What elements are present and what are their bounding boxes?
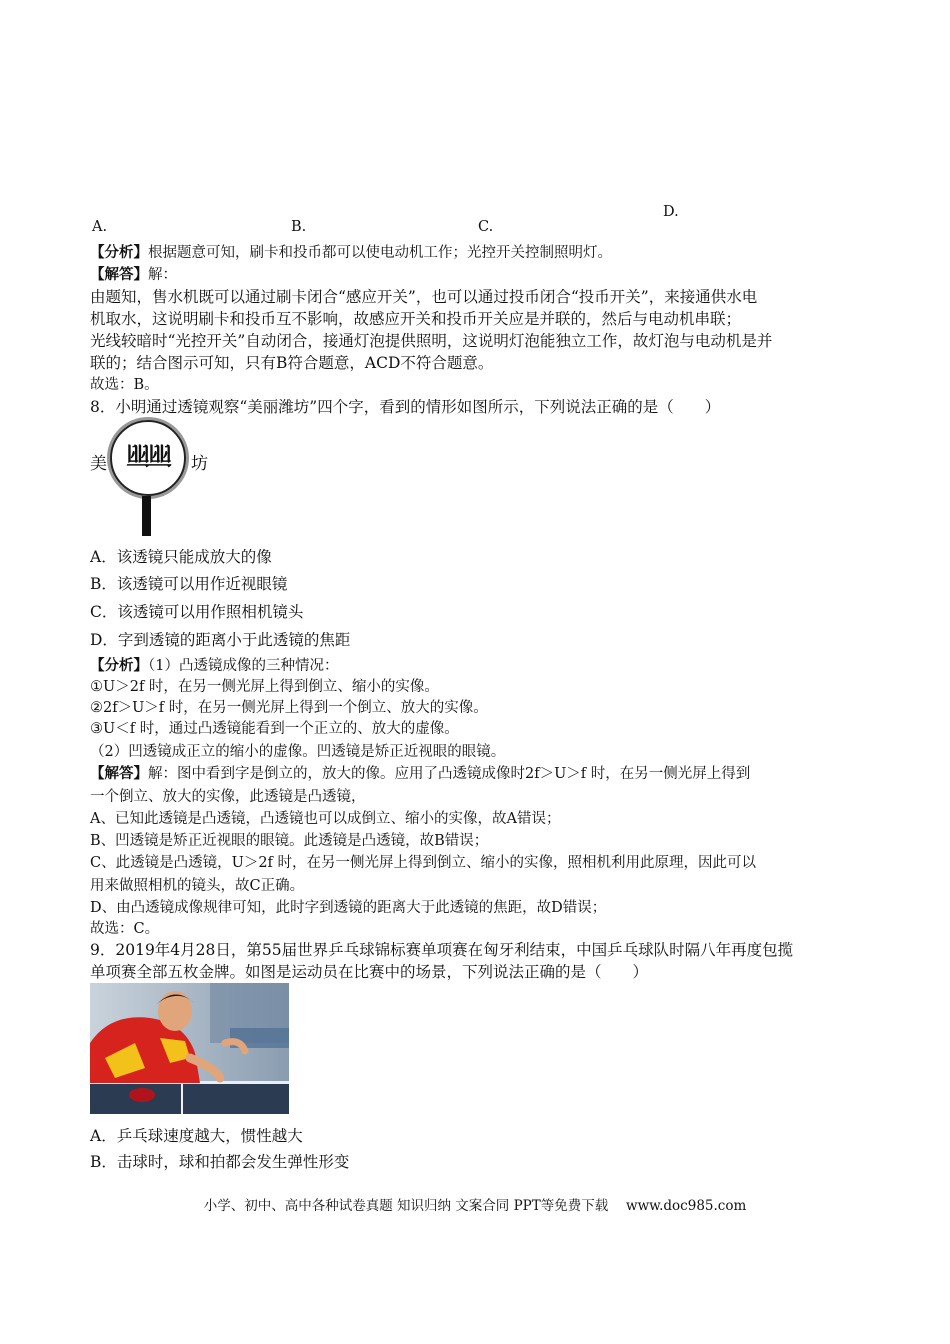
q8-answer-5: C、此透镜是凸透镜，U＞2f 时，在另一侧光屏上得到倒立、缩小的实像，照相机利用此原理，因此可以	[90, 855, 757, 871]
option-d-label: D.	[663, 204, 679, 220]
q7-answer-line-4: 联的；结合图示可知，只有B符合题意，ACD不符合题意。	[90, 354, 494, 372]
analysis-tag: 【分析】	[90, 657, 148, 674]
q8-option-a: A．该透镜只能成放大的像	[90, 548, 272, 566]
q8-option-b: B．该透镜可以用作近视眼镜	[90, 575, 288, 593]
q8-answer-1	[90, 764, 750, 784]
answer-text: 解：图中看到字是倒立的，放大的像。应用了凸透镜成像时2f＞U＞f 时，在另一侧光屏上得到	[148, 766, 751, 782]
figure-right-char: 坊	[191, 454, 208, 474]
q8-choose: 故选：C。	[90, 921, 160, 937]
q8-analysis-2: ①U＞2f 时，在另一侧光屏上得到倒立、缩小的实像。	[90, 679, 439, 695]
q8-analysis-1	[90, 656, 338, 676]
analysis-text: （1）凸透镜成像的三种情况：	[148, 658, 339, 674]
option-b-label: B.	[291, 219, 307, 235]
option-c-label: C.	[478, 219, 494, 235]
lens-magnified-text: 丽丽	[126, 441, 170, 469]
magnifier-figure	[90, 418, 220, 538]
figure-left-char: 美	[90, 454, 107, 474]
q9-stem-1: 9．2019年4月28日，第55届世界乒乓球锦标赛单项赛在匈牙利结束，中国乒乓球队时隔八年再度包揽	[90, 941, 794, 959]
q8-analysis-3: ②2f＞U＞f 时，在另一侧光屏上得到一个倒立、放大的实像。	[90, 700, 488, 716]
q8-analysis-4: ③U＜f 时，通过凸透镜能看到一个正立的、放大的虚像。	[90, 721, 459, 737]
answer-head-text: 解：	[148, 267, 177, 283]
analysis-tag: 【分析】	[90, 244, 148, 261]
q8-answer-2: 一个倒立、放大的实像，此透镜是凸透镜，	[90, 789, 366, 805]
q9-option-a: A．乒乓球速度越大，惯性越大	[90, 1127, 303, 1145]
q7-analysis	[90, 243, 612, 263]
table-tennis-photo	[90, 983, 289, 1114]
q7-answer-line-2: 机取水，这说明刷卡和投币互不影响，故感应开关和投币开关应是并联的，然后与电动机串联；	[90, 310, 742, 328]
q8-answer-6: 用来做照相机的镜头，故C正确。	[90, 878, 305, 894]
q8-answer-7: D、由凸透镜成像规律可知，此时字到透镜的距离大于此透镜的焦距，故D错误；	[90, 900, 607, 916]
magnifier-handle	[142, 496, 151, 536]
q9-stem-2: 单项赛全部五枚金牌。如图是运动员在比赛中的场景，下列说法正确的是（ ）	[90, 963, 649, 981]
q7-answer-line-1: 由题知，售水机既可以通过刷卡闭合“感应开关”，也可以通过投币闭合“投币开关”，来接通供水电	[90, 288, 758, 306]
q8-analysis-5: （2）凹透镜成正立的缩小的虚像。凹透镜是矫正近视眼的眼镜。	[90, 744, 506, 760]
answer-tag: 【解答】	[90, 765, 148, 782]
q8-option-c: C．该透镜可以用作照相机镜头	[90, 603, 304, 621]
q8-stem: 8．小明通过透镜观察“美丽潍坊”四个字，看到的情形如图所示，下列说法正确的是（ ）	[90, 398, 721, 416]
q8-answer-3: A、已知此透镜是凸透镜，凸透镜也可以成倒立、缩小的实像，故A错误；	[90, 811, 561, 827]
q8-answer-4: B、凹透镜是矫正近视眼的眼镜。此透镜是凸透镜，故B错误；	[90, 833, 489, 849]
q7-choose: 故选：B。	[90, 377, 159, 393]
page-footer: 小学、初中、高中各种试卷真题 知识归纳 文案合同 PPT等免费下载 www.doc985.com	[203, 1198, 747, 1214]
q9-option-b: B．击球时，球和拍都会发生弹性形变	[90, 1153, 350, 1171]
q7-answer-head	[90, 265, 177, 285]
analysis-text: 根据题意可知，刷卡和投币都可以使电动机工作；光控开关控制照明灯。	[148, 245, 612, 261]
answer-tag: 【解答】	[90, 266, 148, 283]
q7-answer-line-3: 光线较暗时“光控开关”自动闭合，接通灯泡提供照明，这说明灯泡能独立工作，故灯泡与电动机是并	[90, 332, 773, 350]
option-a-label: A.	[92, 219, 108, 235]
q8-option-d: D．字到透镜的距离小于此透镜的焦距	[90, 631, 351, 649]
